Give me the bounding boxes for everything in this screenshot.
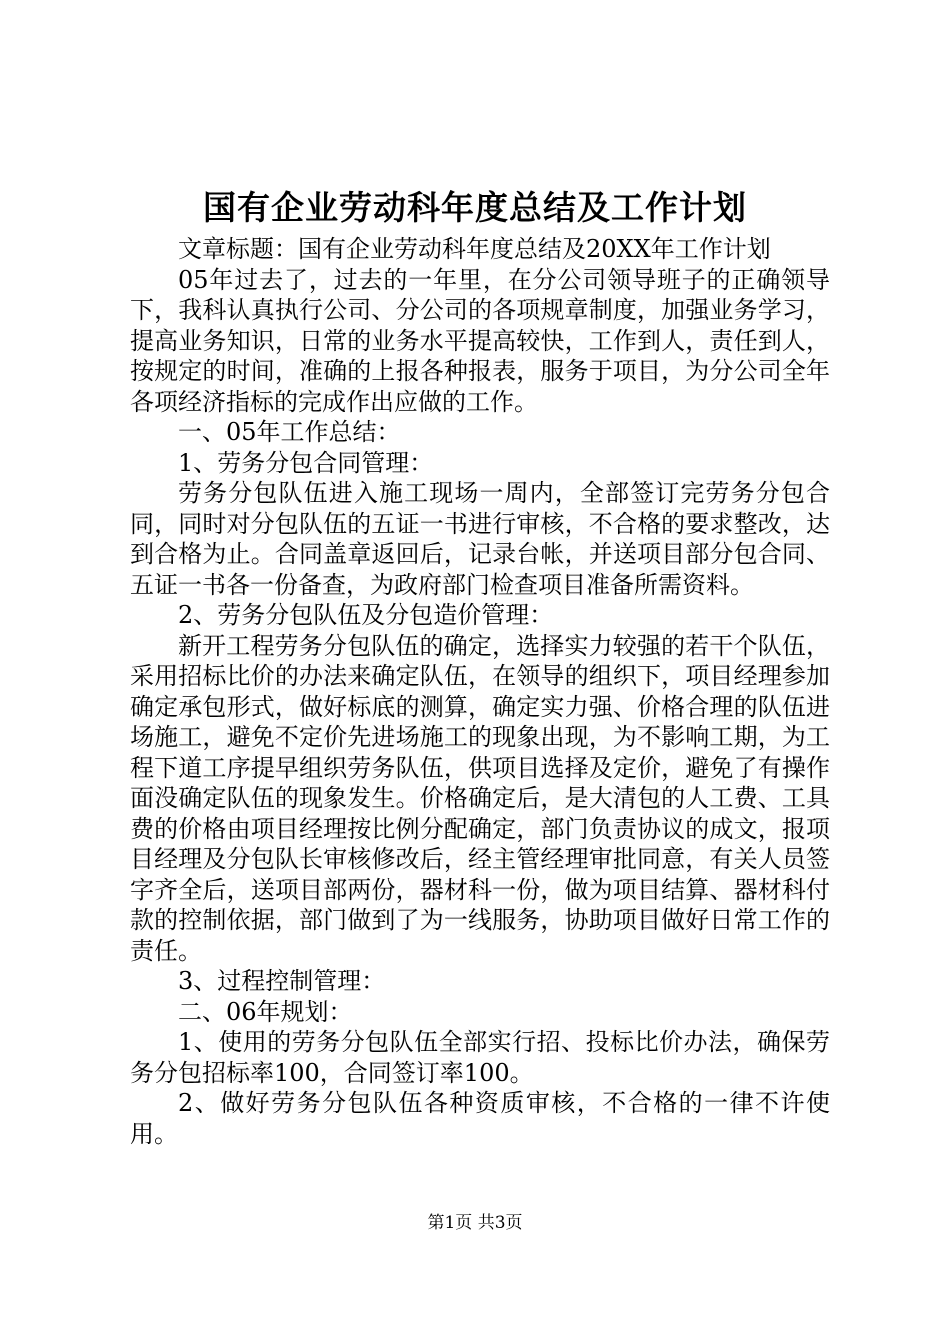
paragraph-article-title: 文章标题：国有企业劳动科年度总结及20XX年工作计划 — [178, 235, 771, 263]
paragraph-intro: 05年过去了，过去的一年里，在分公司领导班子的正确领导下，我科认真执行公司、分公司的各项规章制度，加强业务学习，提高业务知识，日常的业务水平提高较快，工作到人，责任到人，按规定的时间，准确的上报各种报表，服务于项目，为分公司全年各项经济指标的完成作出应做的工作。 — [130, 265, 830, 416]
heading-section-1: 一、05年工作总结： — [178, 418, 401, 446]
heading-item-2: 2、劳务分包队伍及分包造价管理： — [178, 601, 554, 629]
paragraph-plan-2: 2、做好劳务分包队伍各种资质审核，不合格的一律不许使用。 — [130, 1089, 830, 1148]
page-footer: 第1页 共3页 — [427, 1213, 523, 1233]
document-body — [130, 234, 830, 1149]
paragraph-item-2: 新开工程劳务分包队伍的确定，选择实力较强的若干个队伍，采用招标比价的办法来确定队伍，在领导的组织下，项目经理参加确定承包形式，做好标底的测算，确定实力强、价格合理的队伍进场施工，避免不定价先进场施工的现象出现，为不影响工期，为工程下道工序提早组织劳务队伍，供项目选择及定价，避免了有操作面没确定队伍的现象发生。价格确定后，是大清包的人工费、工具费的价格由项目经理按比例分配确定，部门负责协议的成文，报项目经理及分包队长审核修改后，经主管经理审批同意，有关人员签字齐全后，送项目部两份，器材科一份，做为项目结算、器材科付款的控制依据，部门做到了为一线服务，协助项目做好日常工作的责任。 — [130, 631, 830, 965]
heading-item-3: 3、过程控制管理： — [178, 967, 386, 995]
document-title: 国有企业劳动科年度总结及工作计划 — [203, 188, 747, 227]
heading-item-1: 1、劳务分包合同管理： — [178, 448, 434, 477]
heading-section-2: 二、06年规划： — [178, 997, 353, 1026]
paragraph-plan-1: 1、使用的劳务分包队伍全部实行招、投标比价办法，确保劳务分包招标率100，合同签订率100。 — [130, 1028, 830, 1087]
paragraph-item-1: 劳务分包队伍进入施工现场一周内，全部签订完劳务分包合同，同时对分包队伍的五证一书进行审核，不合格的要求整改，达到合格为止。合同盖章返回后，记录台帐，并送项目部分包合同、五证一书各一份备查，为政府部门检查项目准备所需资料。 — [130, 479, 830, 599]
